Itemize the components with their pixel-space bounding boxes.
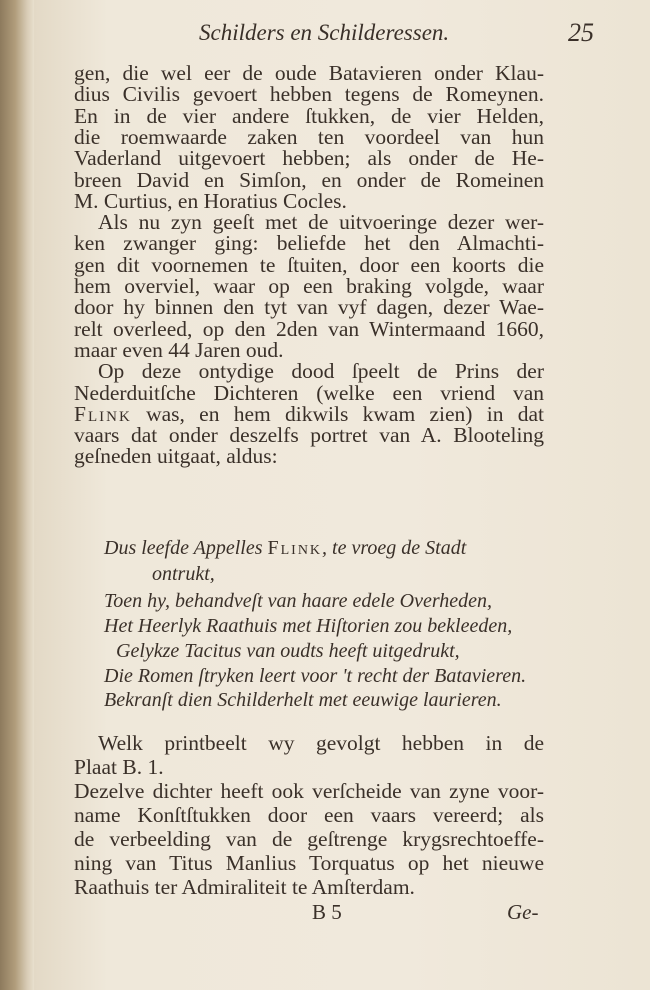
text-line: En in de vier andere ſtukken, de vier Helden,: [74, 103, 544, 128]
text-line: gen dit voornemen te ſtuiten, door een koorts die: [74, 252, 544, 277]
signature-mark: B 5: [312, 900, 342, 924]
poem-line: Bekranſt dien Schilderhelt met eeuwige laurieren.: [104, 689, 502, 711]
text-line: breen David en Simſon, en onder de Romeinen: [74, 167, 544, 192]
text-line: dius Civilis gevoert hebben tegens de Romeynen.: [74, 82, 544, 107]
text-line: Flink was, en hem dikwils kwam zien) in dat: [74, 401, 544, 426]
poem-line: Dus leefde Appelles Flink, te vroeg de Stadt: [104, 537, 467, 559]
poem-line: Het Heerlyk Raathuis met Hiſtorien zou bekleeden,: [104, 615, 513, 637]
text-line: Nederduitſche Dichteren (welke een vriend van: [74, 380, 544, 405]
text-line: Plaat B. 1.: [74, 755, 164, 779]
poem-line: Toen hy, behandveſt van haare edele Overheden,: [104, 590, 493, 612]
poem-line: ontrukt,: [152, 563, 215, 585]
text-line: geſneden uitgaat, aldus:: [74, 444, 278, 469]
text-line: Welk printbeelt wy gevolgt hebben in de: [98, 731, 544, 755]
book-page: [34, 0, 650, 990]
running-header: [74, 18, 594, 52]
text-line: relt overleed, op den 2den van Wintermaand 1660,: [74, 316, 544, 341]
poem-line: Die Romen ſtryken leert voor 't recht der Batavieren.: [104, 665, 527, 687]
text-line: Dezelve dichter heeft ook verſcheide van zyne voor-: [74, 779, 544, 803]
text-line: Op deze ontydige dood ſpeelt de Prins der: [98, 359, 544, 384]
poem-line: Gelykze Tacitus van oudts heeft uitgedrukt,: [116, 640, 460, 662]
name-smallcaps: Flink: [74, 401, 132, 426]
text-line: ken zwanger ging: beliefde het den Almachti-: [74, 231, 544, 256]
text-line: gen, die wel eer de oude Batavieren onder Klau-: [74, 61, 544, 85]
text-line: M. Curtius, en Horatius Cocles.: [74, 188, 347, 213]
text-line: door hy binnen den tyt van vyf dagen, dezer Wae-: [74, 295, 544, 320]
book-spine-shadow: [0, 0, 34, 990]
text-line: Raathuis ter Admiraliteit te Amſterdam.: [74, 875, 415, 899]
catchword: Ge-: [507, 900, 539, 924]
page-number: 25: [568, 18, 594, 47]
running-title: Schilders en Schilderessen.: [199, 20, 450, 45]
text-line: die roemwaarde zaken ten voordeel van hun: [74, 124, 544, 149]
text-line: ning van Titus Manlius Torquatus op het nieuwe: [74, 851, 544, 875]
text-line: Vaderland uitgevoert hebben; als onder de He-: [74, 146, 544, 171]
text-line: name Konſtſtukken door een vaars vereerd; als: [74, 803, 544, 827]
text-line: de verbeelding van de geſtrenge krygsrechtoeffe-: [74, 827, 544, 851]
text-line: vaars dat onder deszelfs portret van A. Blooteling: [74, 423, 544, 448]
text-line: Als nu zyn geeſt met de uitvoeringe dezer wer-: [98, 210, 544, 235]
text-line: maar even 44 Jaren oud.: [74, 337, 284, 362]
text-line: hem overviel, waar op een braking volgde, waar: [74, 274, 544, 298]
name-smallcaps: Flink: [267, 537, 323, 559]
